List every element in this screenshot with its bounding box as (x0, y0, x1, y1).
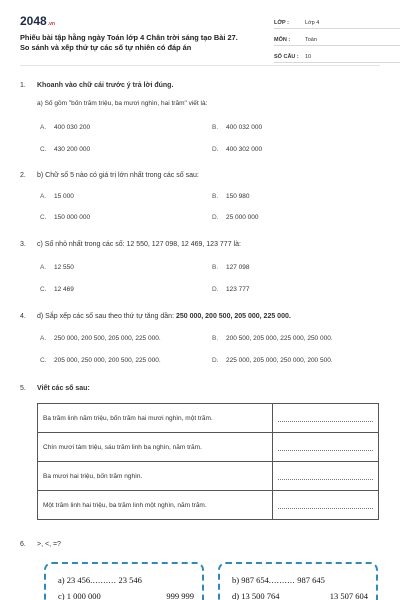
question-6 (20, 541, 61, 548)
meta-row-subject (274, 31, 400, 46)
option-text: 150 000 000 (54, 214, 91, 221)
meta-label: LỚP : (274, 19, 289, 26)
question-1-prompt: a) Số gồm "bốn trăm triệu, ba mươi nghìn, hai trăm" viết là: (37, 100, 208, 107)
option-a[interactable] (40, 124, 90, 131)
option-letter: A. (40, 264, 47, 271)
compare-right-value: 987 645 (297, 575, 325, 585)
option-letter: B. (212, 335, 219, 342)
meta-value: Lớp 4 (305, 19, 320, 26)
option-d[interactable] (212, 357, 333, 364)
compare-row-a (58, 575, 194, 585)
answer-cell[interactable] (273, 404, 379, 433)
option-text: 150 980 (226, 193, 250, 200)
option-c[interactable] (40, 146, 90, 153)
option-d[interactable] (212, 146, 262, 153)
logo-main: 2048 (20, 14, 47, 28)
question-number: 1. (20, 82, 26, 89)
answer-blank[interactable] (278, 501, 373, 509)
question-heading: Khoanh vào chữ cái trước ý trả lời đúng. (37, 82, 174, 89)
option-text: 123 777 (226, 286, 250, 293)
option-letter: D. (212, 146, 219, 153)
meta-label: SỐ CÂU : (274, 53, 299, 60)
question-numbers: 250 000, 200 500, 205 000, 225 000. (175, 313, 291, 320)
option-text: 250 000, 200 500, 205 000, 225 000. (54, 335, 161, 342)
option-text: 15 000 (54, 193, 74, 200)
option-text: 12 469 (54, 286, 74, 293)
option-letter: A. (40, 193, 47, 200)
option-d[interactable] (212, 214, 259, 221)
answer-blank[interactable] (278, 414, 373, 422)
option-letter: B. (212, 124, 219, 131)
option-c[interactable] (40, 357, 161, 364)
answer-cell[interactable] (273, 491, 379, 520)
question-number: 2. (20, 172, 26, 179)
option-text: 400 302 000 (226, 146, 263, 153)
answer-blank[interactable] (278, 443, 373, 451)
site-logo[interactable] (20, 14, 55, 28)
compare-left-value: b) 987 654 (232, 575, 269, 585)
option-letter: C. (40, 146, 47, 153)
option-a[interactable] (40, 193, 74, 200)
meta-value: 10 (305, 53, 312, 60)
compare-left-value: a) 23 456 (58, 575, 91, 585)
table-row (38, 462, 379, 491)
compare-left-value: c) 1 000 000 (58, 591, 101, 600)
question-2 (20, 172, 199, 179)
compare-row-d (232, 591, 368, 600)
question-prompt: b) Chữ số 5 nào có giá trị lớn nhất trong các số sau: (37, 172, 199, 179)
option-text: 205 000, 250 000, 200 500, 225 000. (54, 357, 161, 364)
table-cell-text: Ba mươi hai triệu, bốn trăm nghìn. (38, 462, 273, 491)
meta-row-class (274, 14, 400, 29)
option-d[interactable] (212, 286, 250, 293)
table-row (38, 404, 379, 433)
question-heading: >, <, =? (37, 541, 61, 548)
option-letter: B. (212, 264, 219, 271)
option-letter: C. (40, 357, 47, 364)
option-text: 25 000 000 (226, 214, 259, 221)
option-letter: D. (212, 214, 219, 221)
worksheet-title: Phiếu bài tập hằng ngày Toán lớp 4 Chân trời sáng tạo Bài 27. So sánh và xếp thứ tự các số tự nhiên có đáp án (20, 33, 238, 52)
meta-label: MÔN : (274, 36, 291, 43)
table-cell-text: Ba trăm linh năm triệu, bốn trăm hai mươi nghìn, một trăm. (38, 404, 273, 433)
answer-cell[interactable] (273, 462, 379, 491)
question-prompt: c) Số nhỏ nhất trong các số: 12 550, 127 098, 12 469, 123 777 là: (37, 241, 241, 248)
option-b[interactable] (212, 264, 250, 271)
compare-left-value: d) 13 500 764 (232, 591, 280, 600)
option-text: 12 550 (54, 264, 74, 271)
option-text: 225 000, 205 000, 250 000, 200 500. (226, 357, 333, 364)
compare-row-b (232, 575, 368, 585)
option-letter: C. (40, 214, 47, 221)
question-heading: Viết các số sau: (37, 385, 90, 392)
option-text: 400 030 200 (54, 124, 91, 131)
option-letter: B. (212, 193, 219, 200)
worksheet-meta (274, 14, 400, 65)
question-number: 4. (20, 313, 26, 320)
compare-blank[interactable]: .......... (268, 575, 296, 585)
option-text: 200 500, 205 000, 225 000, 250 000. (226, 335, 333, 342)
question-number: 5. (20, 385, 26, 392)
question-1 (20, 82, 173, 89)
compare-right-value: 13 507 604 (329, 591, 368, 600)
option-c[interactable] (40, 286, 74, 293)
meta-value: Toán (305, 36, 317, 43)
option-a[interactable] (40, 264, 74, 271)
compare-blank[interactable]: .......... (90, 575, 117, 585)
number-writing-table (37, 403, 379, 520)
option-letter: A. (40, 335, 47, 342)
question-4 (20, 313, 291, 320)
option-b[interactable] (212, 193, 250, 200)
option-text: 127 098 (226, 264, 250, 271)
option-letter: C. (40, 286, 47, 293)
answer-blank[interactable] (278, 472, 373, 480)
compare-right-value: 23 546 (118, 575, 142, 585)
compare-card-right (218, 562, 378, 600)
option-letter: D. (212, 357, 219, 364)
option-c[interactable] (40, 214, 90, 221)
logo-sub: .vn (47, 21, 55, 27)
option-text: 400 032 000 (226, 124, 263, 131)
compare-right-value: 999 999 (166, 591, 194, 600)
table-row (38, 491, 379, 520)
option-text: 430 200 000 (54, 146, 91, 153)
table-cell-text: Một trăm linh hai triệu, ba trăm linh một nghìn, năm trăm. (38, 491, 273, 520)
worksheet-header (20, 0, 380, 66)
question-number: 6. (20, 541, 26, 548)
meta-row-question-count (274, 48, 400, 63)
question-prompt: d) Sắp xếp các số sau theo thứ tự tăng dần: (37, 313, 175, 320)
option-letter: A. (40, 124, 47, 131)
option-b[interactable] (212, 124, 262, 131)
question-number: 3. (20, 241, 26, 248)
table-cell-text: Chín mươi tám triệu, sáu trăm linh ba nghìn, năm trăm. (38, 433, 273, 462)
answer-cell[interactable] (273, 433, 379, 462)
option-a[interactable] (40, 335, 161, 342)
question-5 (20, 385, 90, 392)
option-b[interactable] (212, 335, 333, 342)
table-row (38, 433, 379, 462)
question-3 (20, 241, 241, 248)
compare-card-left (44, 562, 204, 600)
compare-row-c (58, 591, 194, 600)
option-letter: D. (212, 286, 219, 293)
